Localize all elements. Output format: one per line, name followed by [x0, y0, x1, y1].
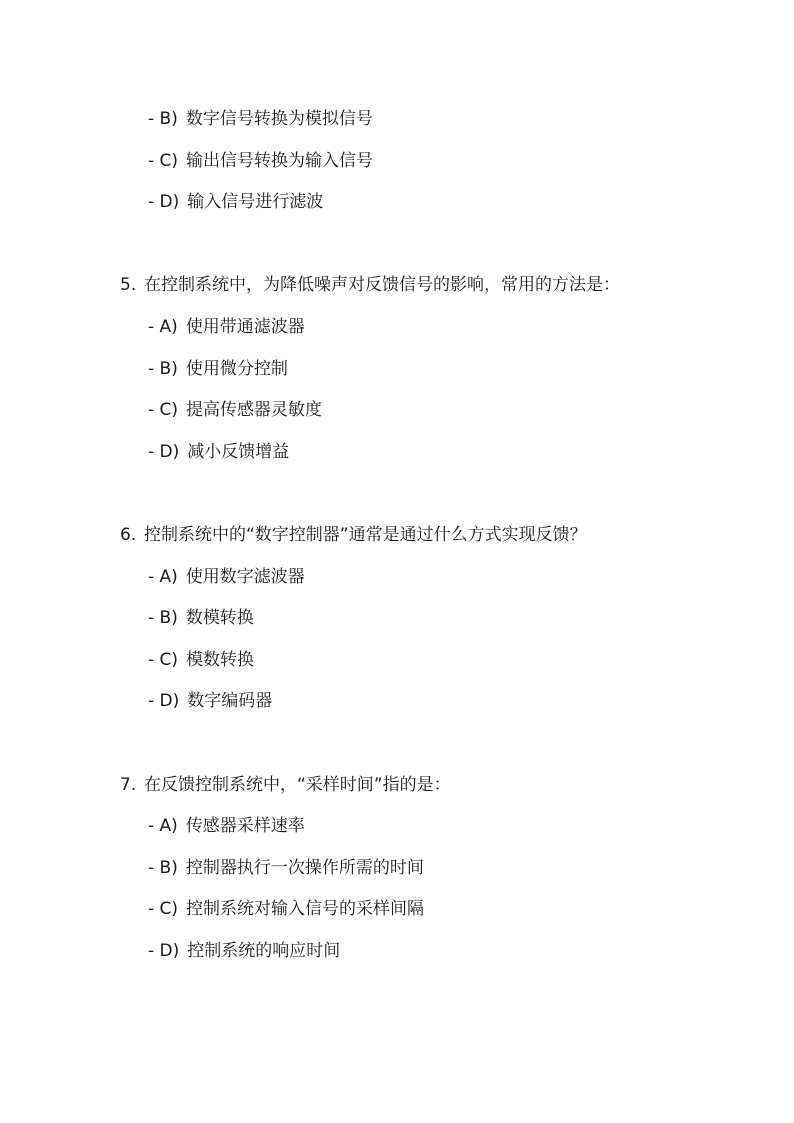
option-prefix: - B) — [148, 858, 178, 878]
option-prefix: - B) — [148, 359, 178, 379]
option-prefix: - D) — [148, 691, 180, 711]
option-text: 输出信号转换为输入信号 — [186, 151, 374, 171]
option-6b — [148, 607, 254, 629]
option-text: 减小反馈增益 — [187, 442, 290, 462]
option-prefix: - B) — [148, 109, 178, 129]
option-prefix: - D) — [148, 192, 180, 212]
option-7a — [148, 815, 305, 837]
option-text: 使用数字滤波器 — [185, 567, 305, 587]
option-prefix: - D) — [148, 442, 180, 462]
option-6a — [148, 566, 305, 588]
option-5b — [148, 358, 288, 380]
question-5 — [120, 274, 620, 296]
option-text: 使用微分控制 — [185, 359, 288, 379]
option-text: 控制系统的响应时间 — [187, 941, 341, 961]
option-prefix: - C) — [148, 400, 179, 420]
option-prefix: - C) — [148, 899, 179, 919]
option-text: 控制系统对输入信号的采样间隔 — [186, 899, 425, 919]
option-text: 数字信号转换为模拟信号 — [185, 109, 373, 129]
option-5c — [148, 399, 322, 421]
option-prefix: - A) — [148, 317, 178, 337]
option-text: 提高传感器灵敏度 — [186, 400, 323, 420]
option-6d — [148, 690, 272, 712]
option-7b — [148, 857, 424, 879]
option-prev-d — [148, 191, 323, 213]
option-5d — [148, 441, 289, 463]
option-text: 使用带通滤波器 — [185, 317, 305, 337]
option-text: 控制器执行一次操作所需的时间 — [185, 858, 424, 878]
question-text: 控制系统中的“数字控制器”通常是通过什么方式实现反馈？ — [144, 525, 587, 545]
option-7d — [148, 940, 340, 962]
option-7c — [148, 898, 424, 920]
option-text: 数模转换 — [185, 608, 254, 628]
question-6 — [120, 524, 587, 546]
option-prefix: - A) — [148, 816, 178, 836]
question-number: 6. — [120, 525, 137, 545]
option-prefix: - B) — [148, 608, 178, 628]
option-prev-c — [148, 150, 373, 172]
option-text: 模数转换 — [186, 650, 255, 670]
question-number: 7. — [120, 775, 137, 795]
option-prefix: - D) — [148, 941, 180, 961]
question-number: 5. — [120, 275, 137, 295]
option-prefix: - C) — [148, 650, 179, 670]
option-5a — [148, 316, 305, 338]
option-prefix: - A) — [148, 567, 178, 587]
option-prefix: - C) — [148, 151, 179, 171]
option-text: 传感器采样速率 — [185, 816, 305, 836]
option-text: 输入信号进行滤波 — [187, 192, 324, 212]
option-text: 数字编码器 — [187, 691, 273, 711]
question-text: 在反馈控制系统中，“采样时间”指的是： — [144, 775, 451, 795]
question-7 — [120, 774, 451, 796]
option-6c — [148, 649, 254, 671]
question-text: 在控制系统中，为降低噪声对反馈信号的影响，常用的方法是： — [144, 275, 620, 295]
option-prev-b — [148, 108, 373, 130]
